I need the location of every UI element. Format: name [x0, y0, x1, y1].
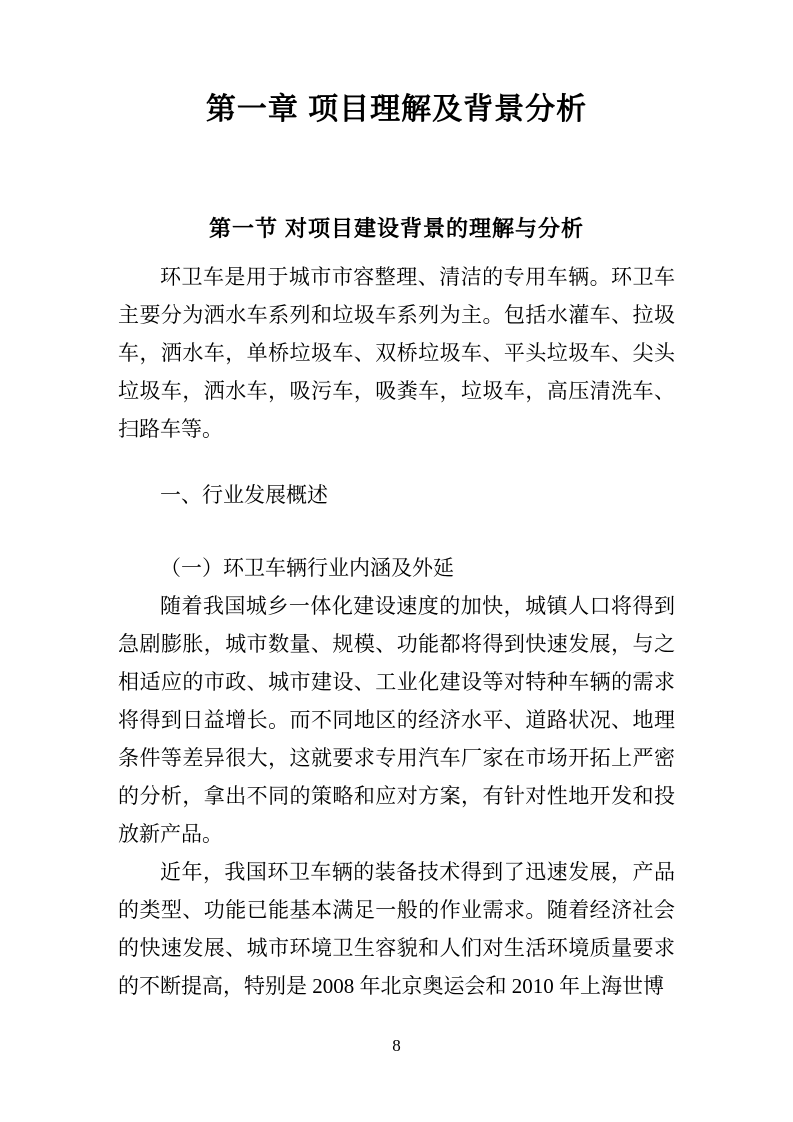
- paragraph-urbanization: 随着我国城乡一体化建设速度的加快，城镇人口将得到急剧膨胀，城市数量、规模、功能都将得到快速发展，与之相适应的市政、城市建设、工业化建设等对特种车辆的需求将得到日益增长。而不同地区的经济水平、道路状况、地理条件等差异很大，这就要求专用汽车厂家在市场开拓上严密的分析，拿出不同的策略和应对方案，有针对性地开发和投放新产品。: [118, 594, 675, 846]
- section-title: 第一节 对项目建设背景的理解与分析: [208, 216, 585, 241]
- heading-industry-overview: 一、行业发展概述: [160, 483, 328, 507]
- paragraph-intro: 环卫车是用于城市市容整理、清洁的专用车辆。环卫车主要分为洒水车系列和垃圾车系列为主。包括水灌车、拉圾车，洒水车，单桥垃圾车、双桥垃圾车、平头垃圾车、尖头垃圾车，洒水车，吸污车，吸粪车，垃圾车，高压清洗车、扫路车等。: [118, 265, 675, 441]
- chapter-title: 第一章 项目理解及背景分析: [205, 93, 588, 126]
- page-number: 8: [392, 1036, 401, 1055]
- subheading-industry-scope: （一）环卫车辆行业内涵及外延: [160, 556, 454, 580]
- paragraph-recent-development: 近年，我国环卫车辆的装备技术得到了迅速发展，产品的类型、功能已能基本满足一般的作业需求。随着经济社会的快速发展、城市环境卫生容貌和人们对生活环境质量要求的不断提高，特别是 2008 年北京奥运会和 2010 年上海世博: [118, 860, 675, 998]
